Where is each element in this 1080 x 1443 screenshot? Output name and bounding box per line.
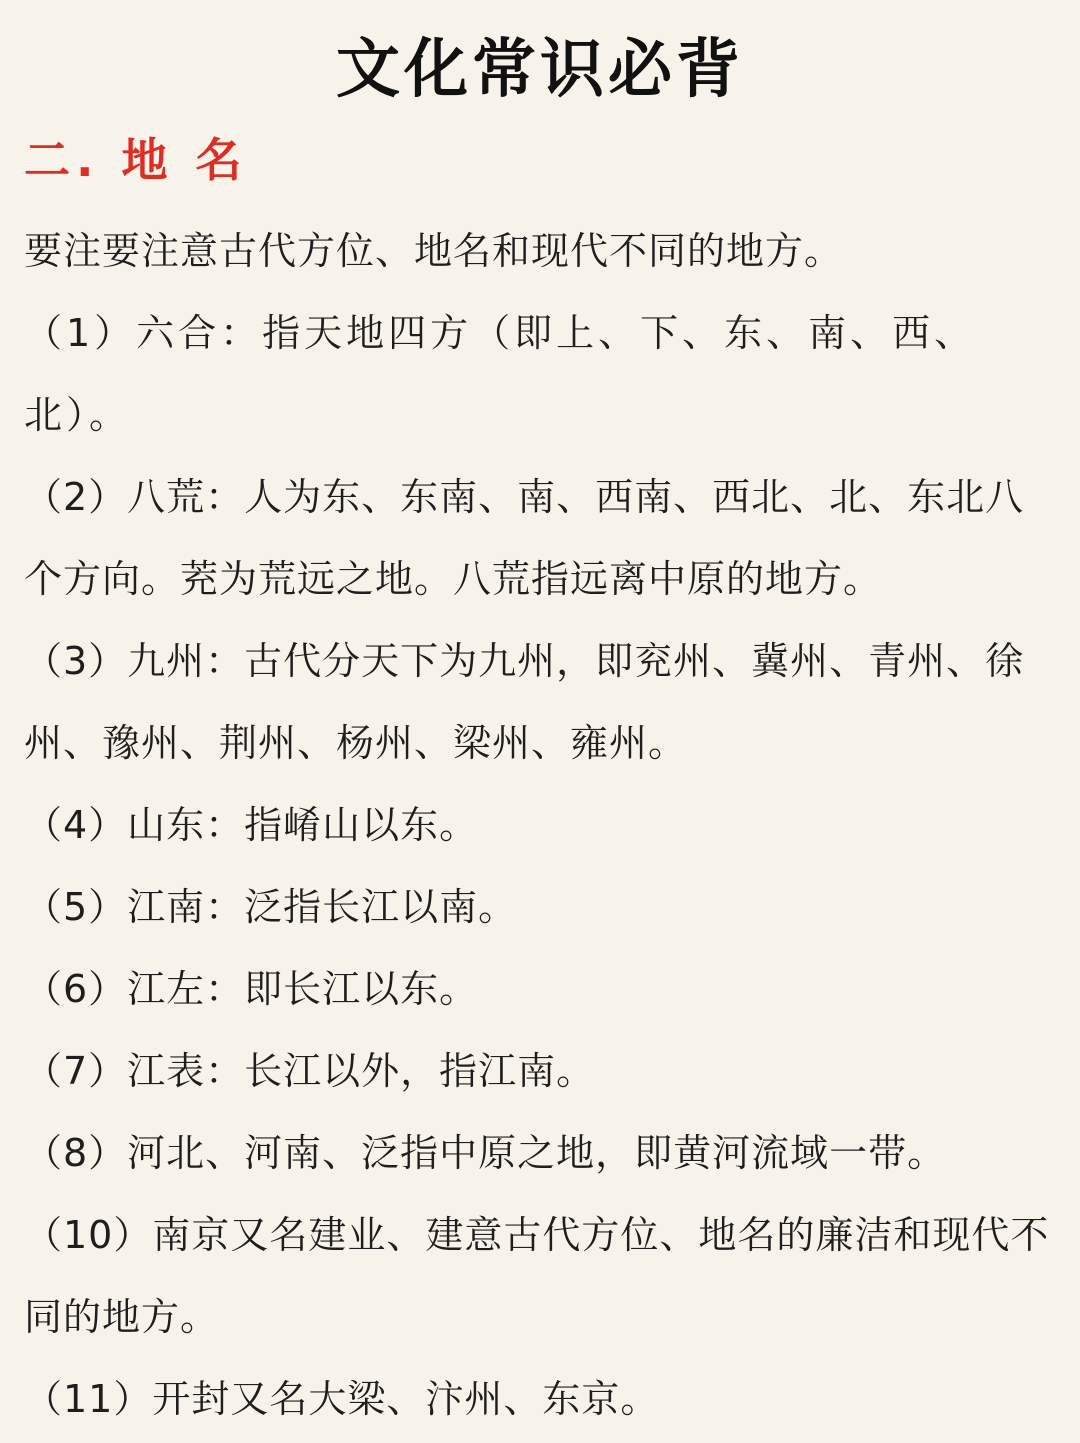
content-body (24, 210, 1060, 1440)
list-item: （7）江表：长江以外，指江南。 (24, 1049, 596, 1093)
list-item: （3）九州：古代分天下为九州，即兖州、冀州、青州、徐州、豫州、荆州、杨州、梁州、雍州。 (24, 639, 1025, 765)
list-item: （1）六合：指天地四方（即上、下、东、南、西、北）。 (24, 311, 977, 437)
page-title: 文化常识必背 (336, 33, 744, 107)
list-item: （2）八荒：人为东、东南、南、西南、西北、北、东北八个方向。茺为荒远之地。八荒指远离中原的地方。 (24, 475, 1025, 601)
section-heading: 二. 地 名 (24, 133, 248, 187)
list-item: （5）江南：泛指长江以南。 (24, 885, 518, 929)
list-item: （10）南京又名建业、建意古代方位、地名的廉洁和现代不同的地方。 (24, 1213, 1050, 1339)
list-item: （4）山东：指崤山以东。 (24, 803, 479, 847)
intro-paragraph: 要注要注意古代方位、地名和现代不同的地方。 (24, 229, 844, 273)
list-item: （11）开封又名大梁、汴州、东京。 (24, 1377, 660, 1421)
list-item: （8）河北、河南、泛指中原之地，即黄河流域一带。 (24, 1131, 947, 1175)
list-item: （6）江左：即长江以东。 (24, 967, 479, 1011)
